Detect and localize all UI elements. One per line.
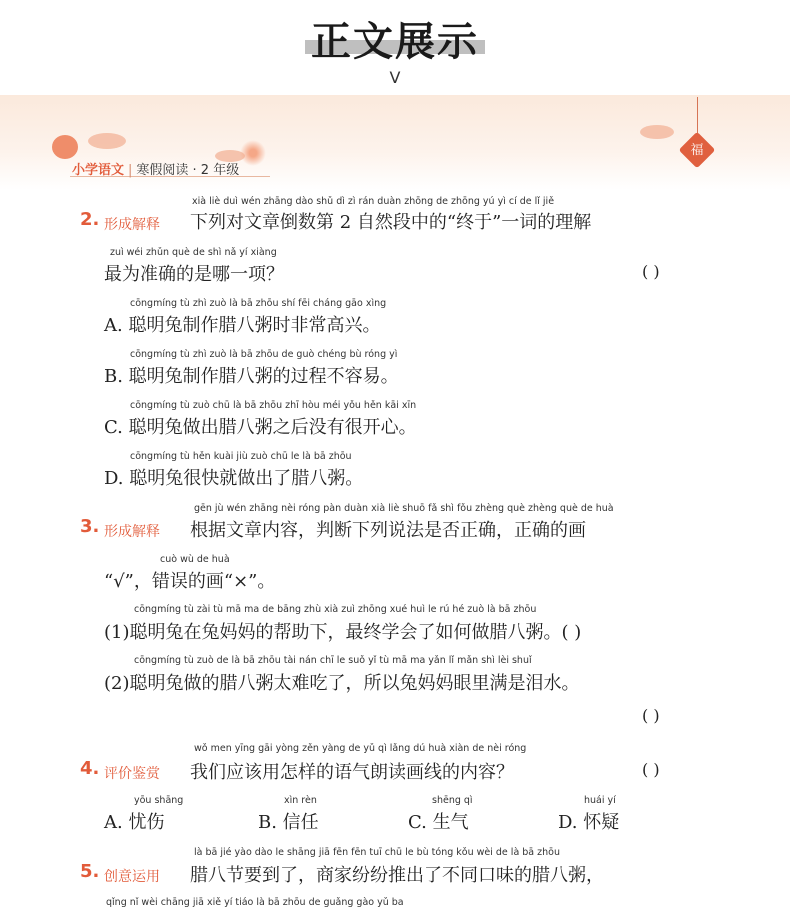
lantern-icon <box>52 135 78 159</box>
pinyin: cōngmíng tù zhì zuò là bā zhōu shí fēi cháng gāo xìng <box>130 298 387 309</box>
pinyin: cōngmíng tù zuò de là bā zhōu tài nán chī le suǒ yǐ tù mā ma yǎn lǐ mǎn shì lèi shuǐ <box>134 655 532 666</box>
question-tag: 形成解释 <box>104 524 160 540</box>
fu-string <box>697 97 698 137</box>
fu-char: 福 <box>690 143 704 158</box>
question-text: 腊八节要到了，商家纷纷推出了不同口味的腊八粥， <box>190 865 604 886</box>
pinyin: cuò wù de huà <box>160 554 230 565</box>
pinyin: qǐng nǐ wèi chāng jiā xiě yí tiáo là bā zhōu de guǎng gào yǔ ba <box>106 897 404 908</box>
header <box>0 0 790 95</box>
question-tag: 形成解释 <box>104 217 160 233</box>
option-d: D. 聪明兔很快就做出了腊八粥。 <box>104 468 364 489</box>
question-number: 2. <box>80 209 100 230</box>
answer-blank: ( ) <box>642 760 660 779</box>
cloud-icon <box>640 125 674 139</box>
question-number: 3. <box>80 516 100 537</box>
question-number: 5. <box>80 861 100 882</box>
pinyin: wǒ men yīng gāi yòng zěn yàng de yǔ qì lǎng dú huà xiàn de nèi róng <box>194 743 527 754</box>
pinyin: yōu shāng <box>134 795 184 806</box>
question-text: 我们应该用怎样的语气朗读画线的内容？ <box>190 762 514 783</box>
firework-icon <box>240 140 266 166</box>
question-text: 根据文章内容，判断下列说法是否正确，正确的画 <box>190 520 586 541</box>
question-tag: 创意运用 <box>104 869 160 885</box>
judge-item: (1)聪明兔在兔妈妈的帮助下，最终学会了如何做腊八粥。( ) <box>104 622 582 643</box>
pinyin: xià liè duì wén zhāng dào shǔ dì zì rán duàn zhōng de zhōng yú yì cí de lǐ jiě <box>192 196 555 207</box>
option-a: A. 忧伤 <box>104 812 165 833</box>
question-text: “√”，错误的画“×”。 <box>104 571 276 592</box>
book-name: 寒假阅读 · 2 年级 <box>136 163 240 178</box>
option-b: B. 信任 <box>258 812 319 833</box>
pinyin: zuì wéi zhǔn què de shì nǎ yí xiàng <box>110 247 277 258</box>
answer-blank: ( ) <box>642 706 660 725</box>
subject-label: 小学语文 <box>72 163 125 178</box>
pinyin: là bā jié yào dào le shāng jiā fēn fēn tuī chū le bù tóng kǒu wèi de là bā zhōu <box>194 847 560 858</box>
option-d: D. 怀疑 <box>558 812 620 833</box>
pinyin: xìn rèn <box>284 795 317 806</box>
v-mark: V <box>389 68 401 87</box>
question-tag: 评价鉴赏 <box>104 766 160 782</box>
pinyin: gēn jù wén zhāng nèi róng pàn duàn xià liè shuō fǎ shì fǒu zhèng què zhèng què de huà <box>194 503 614 514</box>
option-a: A. 聪明兔制作腊八粥时非常高兴。 <box>104 315 381 336</box>
pinyin: cōngmíng tù zhì zuò là bā zhōu de guò chéng bù róng yì <box>130 349 398 360</box>
question-number: 4. <box>80 758 100 779</box>
question-text: 最为准确的是哪一项？ <box>104 264 284 285</box>
option-c: C. 聪明兔做出腊八粥之后没有很开心。 <box>104 417 417 438</box>
answer-blank: ( ) <box>642 262 660 281</box>
pinyin: huái yí <box>584 795 616 806</box>
judge-item: (2)聪明兔做的腊八粥太难吃了，所以兔妈妈眼里满是泪水。 <box>104 673 580 694</box>
pinyin: cōngmíng tù zuò chū là bā zhōu zhī hòu méi yǒu hěn kāi xīn <box>130 400 417 411</box>
pinyin: cōngmíng tù hěn kuài jiù zuò chū le là bā zhōu <box>130 451 352 462</box>
option-c: C. 生气 <box>408 812 469 833</box>
book-tag: 小学语文 | 寒假阅读 · 2 年级 <box>72 163 240 178</box>
page-title: 正文展示 <box>311 19 479 65</box>
pinyin: cōngmíng tù zài tù mā ma de bāng zhù xià zuì zhōng xué huì le rú hé zuò là bā zhōu <box>134 604 537 615</box>
pinyin: shēng qì <box>432 795 473 806</box>
cloud-icon <box>88 133 126 149</box>
question-text: 下列对文章倒数第 2 自然段中的“终于”一词的理解 <box>190 212 592 233</box>
option-b: B. 聪明兔制作腊八粥的过程不容易。 <box>104 366 399 387</box>
